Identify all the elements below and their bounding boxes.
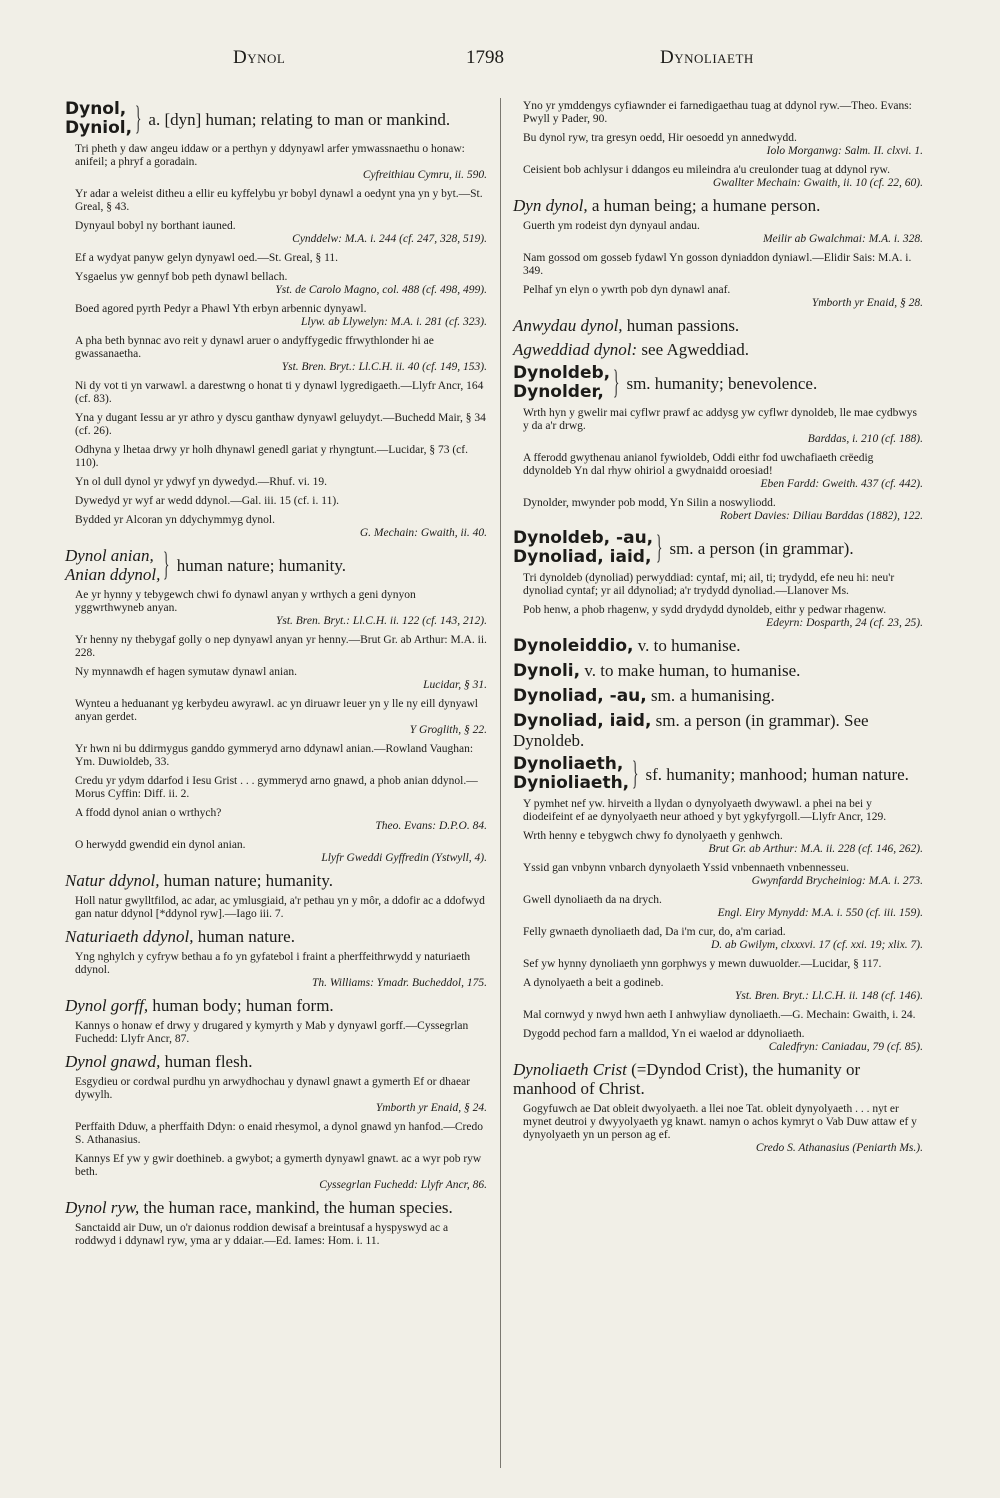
definition: see Agweddiad. <box>637 340 750 359</box>
headword: Dynoliad, iaid, <box>513 711 652 731</box>
citation-text: Yr adar a weleist ditheu a ellir eu kyffelybu yr bobyl dynawl a oedynt yna yn y byt.—St. Greal, § 43. <box>75 188 483 213</box>
citation <box>65 1121 487 1147</box>
sub-entry <box>65 1198 487 1217</box>
definition: a human being; a humane person. <box>587 196 821 215</box>
headword: Dynioliaeth, <box>513 773 630 793</box>
citation <box>65 1020 487 1046</box>
citation <box>513 958 923 971</box>
citation-source: Th. Williams: Ymadr. Bucheddol, 175. <box>311 977 487 989</box>
citation-text: Dynolder, mwynder pob modd, Yn Silin a noswyliodd. <box>523 497 776 509</box>
citation <box>65 666 487 692</box>
definition: a. [dyn] human; relating to man or mankind. <box>148 109 451 129</box>
citation-text: A ffodd dynol anian o wrthych? <box>75 807 222 819</box>
sub-entry <box>513 196 923 215</box>
sub-entry <box>513 340 923 359</box>
citation <box>65 1076 487 1115</box>
sub-entry <box>65 927 487 946</box>
definition: human body; human form. <box>148 996 334 1015</box>
sub-entry <box>65 996 487 1015</box>
definition: sm. a person (in grammar). <box>669 538 854 558</box>
citation-source: G. Mechain: Gwaith, ii. 40. <box>359 527 487 539</box>
citation <box>65 895 487 921</box>
citation-text: O herwydd gwendid ein dynol anian. <box>75 839 246 851</box>
citation-source: Ymborth yr Enaid, § 24. <box>375 1102 487 1114</box>
brace: } <box>134 100 142 137</box>
citation <box>513 894 923 920</box>
headword: Dynoliaeth, <box>513 754 624 774</box>
left-column <box>65 100 487 1254</box>
definition: sm. a person (in grammar). See Dynoldeb. <box>513 711 869 750</box>
citation-text: Perffaith Dduw, a pherffaith Ddyn: o enaid rhesymol, a dynol gnawd yn hanfod.—Credo S. Athanasius. <box>75 1121 483 1146</box>
citation <box>65 220 487 246</box>
dictionary-entry <box>513 686 923 706</box>
citation <box>65 634 487 660</box>
citation-source: Llyw. ab Llywelyn: M.A. i. 281 (cf. 323). <box>301 316 487 328</box>
brace: } <box>632 755 639 792</box>
citation <box>513 798 923 824</box>
citation-text: Ef a wydyat panyw gelyn dynyawl oed.—St. Greal, § 11. <box>75 252 339 264</box>
sub-headword: Agweddiad dynol: <box>513 340 638 359</box>
citation-text: Dywedyd yr wyf ar wedd ddynol.—Gal. iii. 15 (cf. i. 11). <box>75 495 340 507</box>
headword-group <box>513 529 653 567</box>
citation-text: Ceisient bob achlysur i ddangos eu mileindra a'u creulonder tuag at ddynol ryw. <box>523 164 890 176</box>
citation <box>65 951 487 990</box>
headword: Dynoleiddio, <box>513 636 634 656</box>
citation <box>65 807 487 833</box>
citation <box>65 698 487 737</box>
citation-text: A pha beth bynnac avo reit y dynawl aruer o andyffygedic ffrwythlonder hi ae gwassanaetha. <box>75 335 434 360</box>
citation-text: Guerth ym rodeist dyn dynyaul andau. <box>523 220 700 232</box>
citation-text: Wynteu a heduanant yg kerbydeu awyrawl. ac yn diruawr leuer yn y lle ny eill dynyawl anyan gerdet. <box>75 698 478 723</box>
headword: Dyniol, <box>65 118 133 138</box>
citation-source: Cyssegrlan Fuchedd: Llyfr Ancr, 86. <box>319 1179 487 1191</box>
citation-text: Nam gossod om gosseb fydawl Yn gosson dyniaddon dyniawl.—Elidir Sais: M.A. i. 349. <box>523 252 912 277</box>
brace: } <box>656 529 663 566</box>
sub-headword: Naturiaeth ddynol, <box>65 927 194 946</box>
citation <box>513 252 923 278</box>
citation-source: Yst. de Carolo Magno, col. 488 (cf. 498, 499). <box>275 284 487 296</box>
citation-text: Yr henny ny thebygaf golly o nep dynyawl anyan yr henny.—Brut Gr. ab Arthur: M.A. ii. 228. <box>75 634 487 659</box>
headword: Dynolder, <box>513 382 604 402</box>
definition: human nature. <box>193 927 295 946</box>
citation <box>65 514 487 540</box>
citation-text: Bydded yr Alcoran yn ddychymmyg dynol. <box>75 514 275 526</box>
citation-text: Boed agored pyrth Pedyr a Phawl Yth erbyn arbennic dynyawl. <box>75 303 367 315</box>
citation-text: Yng nghylch y cyfryw bethau a fo yn gyfatebol i fraint a pherffeithrwydd y naturiaeth ddynol. <box>75 951 471 976</box>
citation-source: Theo. Evans: D.P.O. 84. <box>375 820 487 832</box>
citation-text: Yr hwn ni bu ddirmygus ganddo gymmeryd arno ddynawl anian.—Rowland Vaughan: Ym. Duwioldeb, 33. <box>75 743 474 768</box>
dictionary-entry <box>65 100 487 138</box>
citation <box>65 188 487 214</box>
citation-text: Credu yr ydym ddarfod i Iesu Grist . . . gymmeryd arno gnawd, a phob anian ddynol.—Morus Cyffin: Diff. ii. 2. <box>75 775 478 800</box>
citation-text: Sanctaidd air Duw, un o'r daionus roddion dewisaf a breintusaf a hyspyswyd ac a roddwyd i ddynawl ryw, yma ar y ddaiar.—Ed. Iames: Hom. i. 11. <box>75 1222 449 1247</box>
citation-text: Holl natur gwylltfilod, ac adar, ac ymlusgiaid, a'r pethau yn y môr, a ddofir ac a ddofwyd gan natur ddynol [*ddynol ryw].—Iago iii. 7. <box>75 895 485 920</box>
dictionary-entry <box>65 546 487 584</box>
citation <box>513 862 923 888</box>
citation-source: Cyfreithiau Cymru, ii. 590. <box>362 169 487 181</box>
definition: human flesh. <box>160 1052 253 1071</box>
citation-text: Ny mynnawdh ef hagen symutaw dynawl anian. <box>75 666 297 678</box>
headword-group <box>65 100 132 138</box>
citation-text: Tri dynoldeb (dynoliad) perwyddiad: cyntaf, mi; ail, ti; trydydd, efe neu hi: neu'r dynoliad cyntaf; yr ail ddynoliad; a'r trydydd dynoliad.—Llanover Ms. <box>523 572 895 597</box>
definition: sm. a humanising. <box>646 686 775 705</box>
citation-text: Gogyfuwch ae Dat obleit dwyolyaeth. a llei noe Tat. obleit dynyolyaeth . . . nyt er mynet deutroi y dwyyolyaeth yg knawt. namyn o achos kymryt o Vab Duw attaw ef y dynyolyaeth yn un person ag ef. <box>523 1103 917 1141</box>
citation-source: Ymborth yr Enaid, § 28. <box>811 297 923 309</box>
headword: Dynol, <box>65 99 127 119</box>
citation-text: Yssid gan vnbynn vnbarch dynyolaeth Yssid vnbennaeth vnbennesseu. <box>523 862 849 874</box>
citation-text: Yna y dugant Iessu ar yr athro y dyscu ganthaw dynyawl geluydyt.—Buchedd Mair, § 34 (cf. 26). <box>75 412 486 437</box>
sub-entry <box>65 1052 487 1071</box>
citation-text: Ae yr hynny y tebygewch chwi fo dynawl anyan y wrthych a geni dynyon yggwrthwyneb anyan. <box>75 589 416 614</box>
citation-text: Pelhaf yn elyn o ywrth pob dyn dynawl anaf. <box>523 284 731 296</box>
definition: v. to humanise. <box>633 636 741 655</box>
citation-source: Yst. Bren. Bryt.: Ll.C.H. ii. 40 (cf. 149, 153). <box>281 361 487 373</box>
sub-headword: Anwydau dynol, <box>513 316 623 335</box>
headword: Dynol anian, <box>65 546 154 565</box>
citation-text: Ysgaelus yw gennyf bob peth dynawl bellach. <box>75 271 288 283</box>
citation-text: Kannys Ef yw y gwir doethineb. a gwybot; a gymerth dynyawl gnawt. ac a wyr pob ryw beth. <box>75 1153 482 1178</box>
sub-headword: Dynol ryw, <box>65 1198 140 1217</box>
citation <box>513 1028 923 1054</box>
citation <box>65 589 487 628</box>
citation <box>513 572 923 598</box>
citation <box>65 1222 487 1248</box>
citation-text: Kannys o honaw ef drwy y drugared y kymyrth y Mab y dynyawl gorff.—Cyssegrlan Fuchedd: Llyfr Ancr, 87. <box>75 1020 469 1045</box>
page-number: 1798 <box>466 47 504 68</box>
headword-group <box>513 364 610 402</box>
citation <box>513 1009 923 1022</box>
citation <box>513 452 923 491</box>
citation-text: Wrth hyn y gwelir mai cyflwr prawf ac addysg yw cyflwr dynoldeb, lle mae cydbwys y da a'r drwg. <box>523 407 917 432</box>
citation-source: Cynddelw: M.A. i. 244 (cf. 247, 328, 519). <box>292 233 487 245</box>
citation <box>65 743 487 769</box>
citation <box>65 380 487 406</box>
definition: sf. humanity; manhood; human nature. <box>645 764 909 784</box>
definition: the human race, mankind, the human species. <box>139 1198 453 1217</box>
sub-entry <box>65 871 487 890</box>
headword: Dynoliad, -au, <box>513 686 647 706</box>
citation <box>65 412 487 438</box>
citation <box>65 775 487 801</box>
citation <box>513 1103 923 1155</box>
definition: (=Dyndod Crist), the humanity or manhood of Christ. <box>513 1060 861 1098</box>
sub-entry <box>513 1060 923 1098</box>
citation <box>513 132 923 158</box>
citation <box>513 497 923 523</box>
page-header <box>0 47 1000 81</box>
dictionary-entry <box>513 529 923 567</box>
citation <box>513 220 923 246</box>
citation <box>513 164 923 190</box>
sub-headword: Dynol gnawd, <box>65 1052 161 1071</box>
citation <box>65 335 487 374</box>
citation-source: Llyfr Gweddi Gyffredin (Ystwyll, 4). <box>321 852 487 864</box>
citation-source: Barddas, i. 210 (cf. 188). <box>807 433 923 445</box>
citation-text: A dynolyaeth a beit a godineb. <box>523 977 664 989</box>
citation-text: Odhyna y lhetaa drwy yr holh dhynawl genedl gariat y rhyngtunt.—Lucidar, § 73 (cf. 110). <box>75 444 468 469</box>
citation-text: Ni dy vot ti yn varwawl. a darestwng o honat ti y dynawl lygredigaeth.—Llyfr Ancr, 164 (cf. 83). <box>75 380 484 405</box>
citation-text: A fferodd gwythenau anianol fywioldeb, Oddi eithr fod uwchafiaeth crëedig ddynoldeb Yn dal rhyw ohiriol a gwydnaidd oroesiad! <box>523 452 874 477</box>
citation-text: Bu dynol ryw, tra gresyn oedd, Hir oesoedd yn annedwydd. <box>523 132 797 144</box>
definition: v. to make human, to humanise. <box>580 661 801 680</box>
sub-headword: Natur ddynol, <box>65 871 160 890</box>
citation-text: Dygodd pechod farn a malldod, Yn ei waelod ar ddynoliaeth. <box>523 1028 805 1040</box>
citation-text: Y pymhet nef yw. hirveith a llydan o dynyolyaeth dwywawl. a phei na bei y diodeifeint ef ae dynyolyaeth neur athoed y byt ygkyfyrgoll.—Llyfr Ancr, 129. <box>523 798 887 823</box>
citation-source: Yst. Bren. Bryt.: Ll.C.H. ii. 148 (cf. 146). <box>734 990 923 1002</box>
headword: Anian ddynol, <box>65 565 161 584</box>
citation <box>65 271 487 297</box>
citation-source: Y Groglith, § 22. <box>409 724 487 736</box>
citation <box>65 444 487 470</box>
headword-group <box>65 546 160 584</box>
citation-source: Gwynfardd Brycheiniog: M.A. i. 273. <box>751 875 923 887</box>
citation-text: Sef yw hynny dynoliaeth ynn gorphwys y mewn duwuolder.—Lucidar, § 117. <box>523 958 882 970</box>
dictionary-entry <box>513 711 923 750</box>
headword-group <box>513 755 629 793</box>
citation-text: Yno yr ymddengys cyfiawnder ei farnedigaethau tuag at ddynol ryw.—Theo. Evans: Pwyll y Pader, 90. <box>523 100 912 125</box>
citation-source: Credo S. Athanasius (Peniarth Ms.). <box>755 1142 923 1154</box>
citation <box>65 252 487 265</box>
headword: Dynoliad, iaid, <box>513 547 652 567</box>
sub-headword: Dyn dynol, <box>513 196 588 215</box>
citation <box>65 303 487 329</box>
sub-headword: Dynoliaeth Crist <box>513 1060 627 1079</box>
citation-text: Esgydieu or cordwal purdhu yn arwydhochau y dynawl gnawt a gymerth Ef or dhaear dywylh. <box>75 1076 471 1101</box>
citation <box>65 476 487 489</box>
citation-source: Eben Fardd: Gweith. 437 (cf. 442). <box>760 478 923 490</box>
citation-source: Brut Gr. ab Arthur: M.A. ii. 228 (cf. 146, 262). <box>708 843 923 855</box>
dictionary-entry <box>513 364 923 402</box>
citation-source: Yst. Bren. Bryt.: Ll.C.H. ii. 122 (cf. 143, 212). <box>275 615 487 627</box>
sub-headword: Dynol gorff, <box>65 996 149 1015</box>
citation-source: Caledfryn: Caniadau, 79 (cf. 85). <box>768 1041 923 1053</box>
column-divider <box>500 98 501 1468</box>
citation-text: Dynyaul bobyl ny borthant iauned. <box>75 220 236 232</box>
citation-source: Lucidar, § 31. <box>423 679 487 691</box>
running-head-left: Dynol <box>233 47 286 68</box>
definition: human nature; humanity. <box>159 871 334 890</box>
brace: } <box>613 364 620 401</box>
citation <box>65 1153 487 1192</box>
citation-text: Yn ol dull dynol yr ydwyf yn dywedyd.—Rhuf. vi. 19. <box>75 476 328 488</box>
headword: Dynoldeb, <box>513 363 611 383</box>
citation-source: Engl. Eiry Mynydd: M.A. i. 550 (cf. iii. 159). <box>717 907 923 919</box>
right-column <box>513 100 923 1161</box>
definition: sm. humanity; benevolence. <box>626 373 818 393</box>
citation <box>513 407 923 446</box>
citation-source: Gwallter Mechain: Gwaith, ii. 10 (cf. 22, 60). <box>712 177 923 189</box>
brace: } <box>163 546 170 583</box>
citation <box>513 926 923 952</box>
headword: Dynoli, <box>513 661 581 681</box>
citation <box>65 143 487 182</box>
citation-text: Felly gwnaeth dynoliaeth dad, Da i'm cur, do, a'm cariad. <box>523 926 786 938</box>
citation-text: Gwell dynoliaeth da na drych. <box>523 894 662 906</box>
citation-source: D. ab Gwilym, clxxxvi. 17 (cf. xxi. 19; xlix. 7). <box>710 939 923 951</box>
citation <box>513 977 923 1003</box>
headword: Dynoldeb, -au, <box>513 528 654 548</box>
running-head-right: Dynoliaeth <box>660 47 754 68</box>
citation <box>65 495 487 508</box>
definition: human nature; humanity. <box>176 555 347 575</box>
dictionary-entry <box>513 636 923 656</box>
citation <box>513 284 923 310</box>
citation-source: Meilir ab Gwalchmai: M.A. i. 328. <box>762 233 923 245</box>
citation-source: Edeyrn: Dosparth, 24 (cf. 23, 25). <box>766 617 923 629</box>
citation-text: Wrth henny e tebygwch chwy fo dynolyaeth y genhwch. <box>523 830 783 842</box>
citation-source: Iolo Morganwg: Salm. II. clxvi. 1. <box>766 145 923 157</box>
citation <box>65 839 487 865</box>
citation-text: Pob henw, a phob rhagenw, y sydd drydydd dynoldeb, eithr y pedwar rhagenw. <box>523 604 887 616</box>
dictionary-entry <box>513 661 923 681</box>
citation-source: Robert Davies: Diliau Barddas (1882), 122. <box>719 510 923 522</box>
citation-text: Tri pheth y daw angeu iddaw or a perthyn y ddynyawl arfer ymwassnaethu o honaw: anifeil; a phryf a goradain. <box>75 143 465 168</box>
citation <box>513 830 923 856</box>
definition: human passions. <box>622 316 740 335</box>
dictionary-entry <box>513 755 923 793</box>
sub-entry <box>513 316 923 335</box>
citation <box>513 604 923 630</box>
citation <box>513 100 923 126</box>
citation-text: Mal cornwyd y nwyd hwn aeth I anhwyliaw dynoliaeth.—G. Mechain: Gwaith, i. 24. <box>523 1009 916 1021</box>
